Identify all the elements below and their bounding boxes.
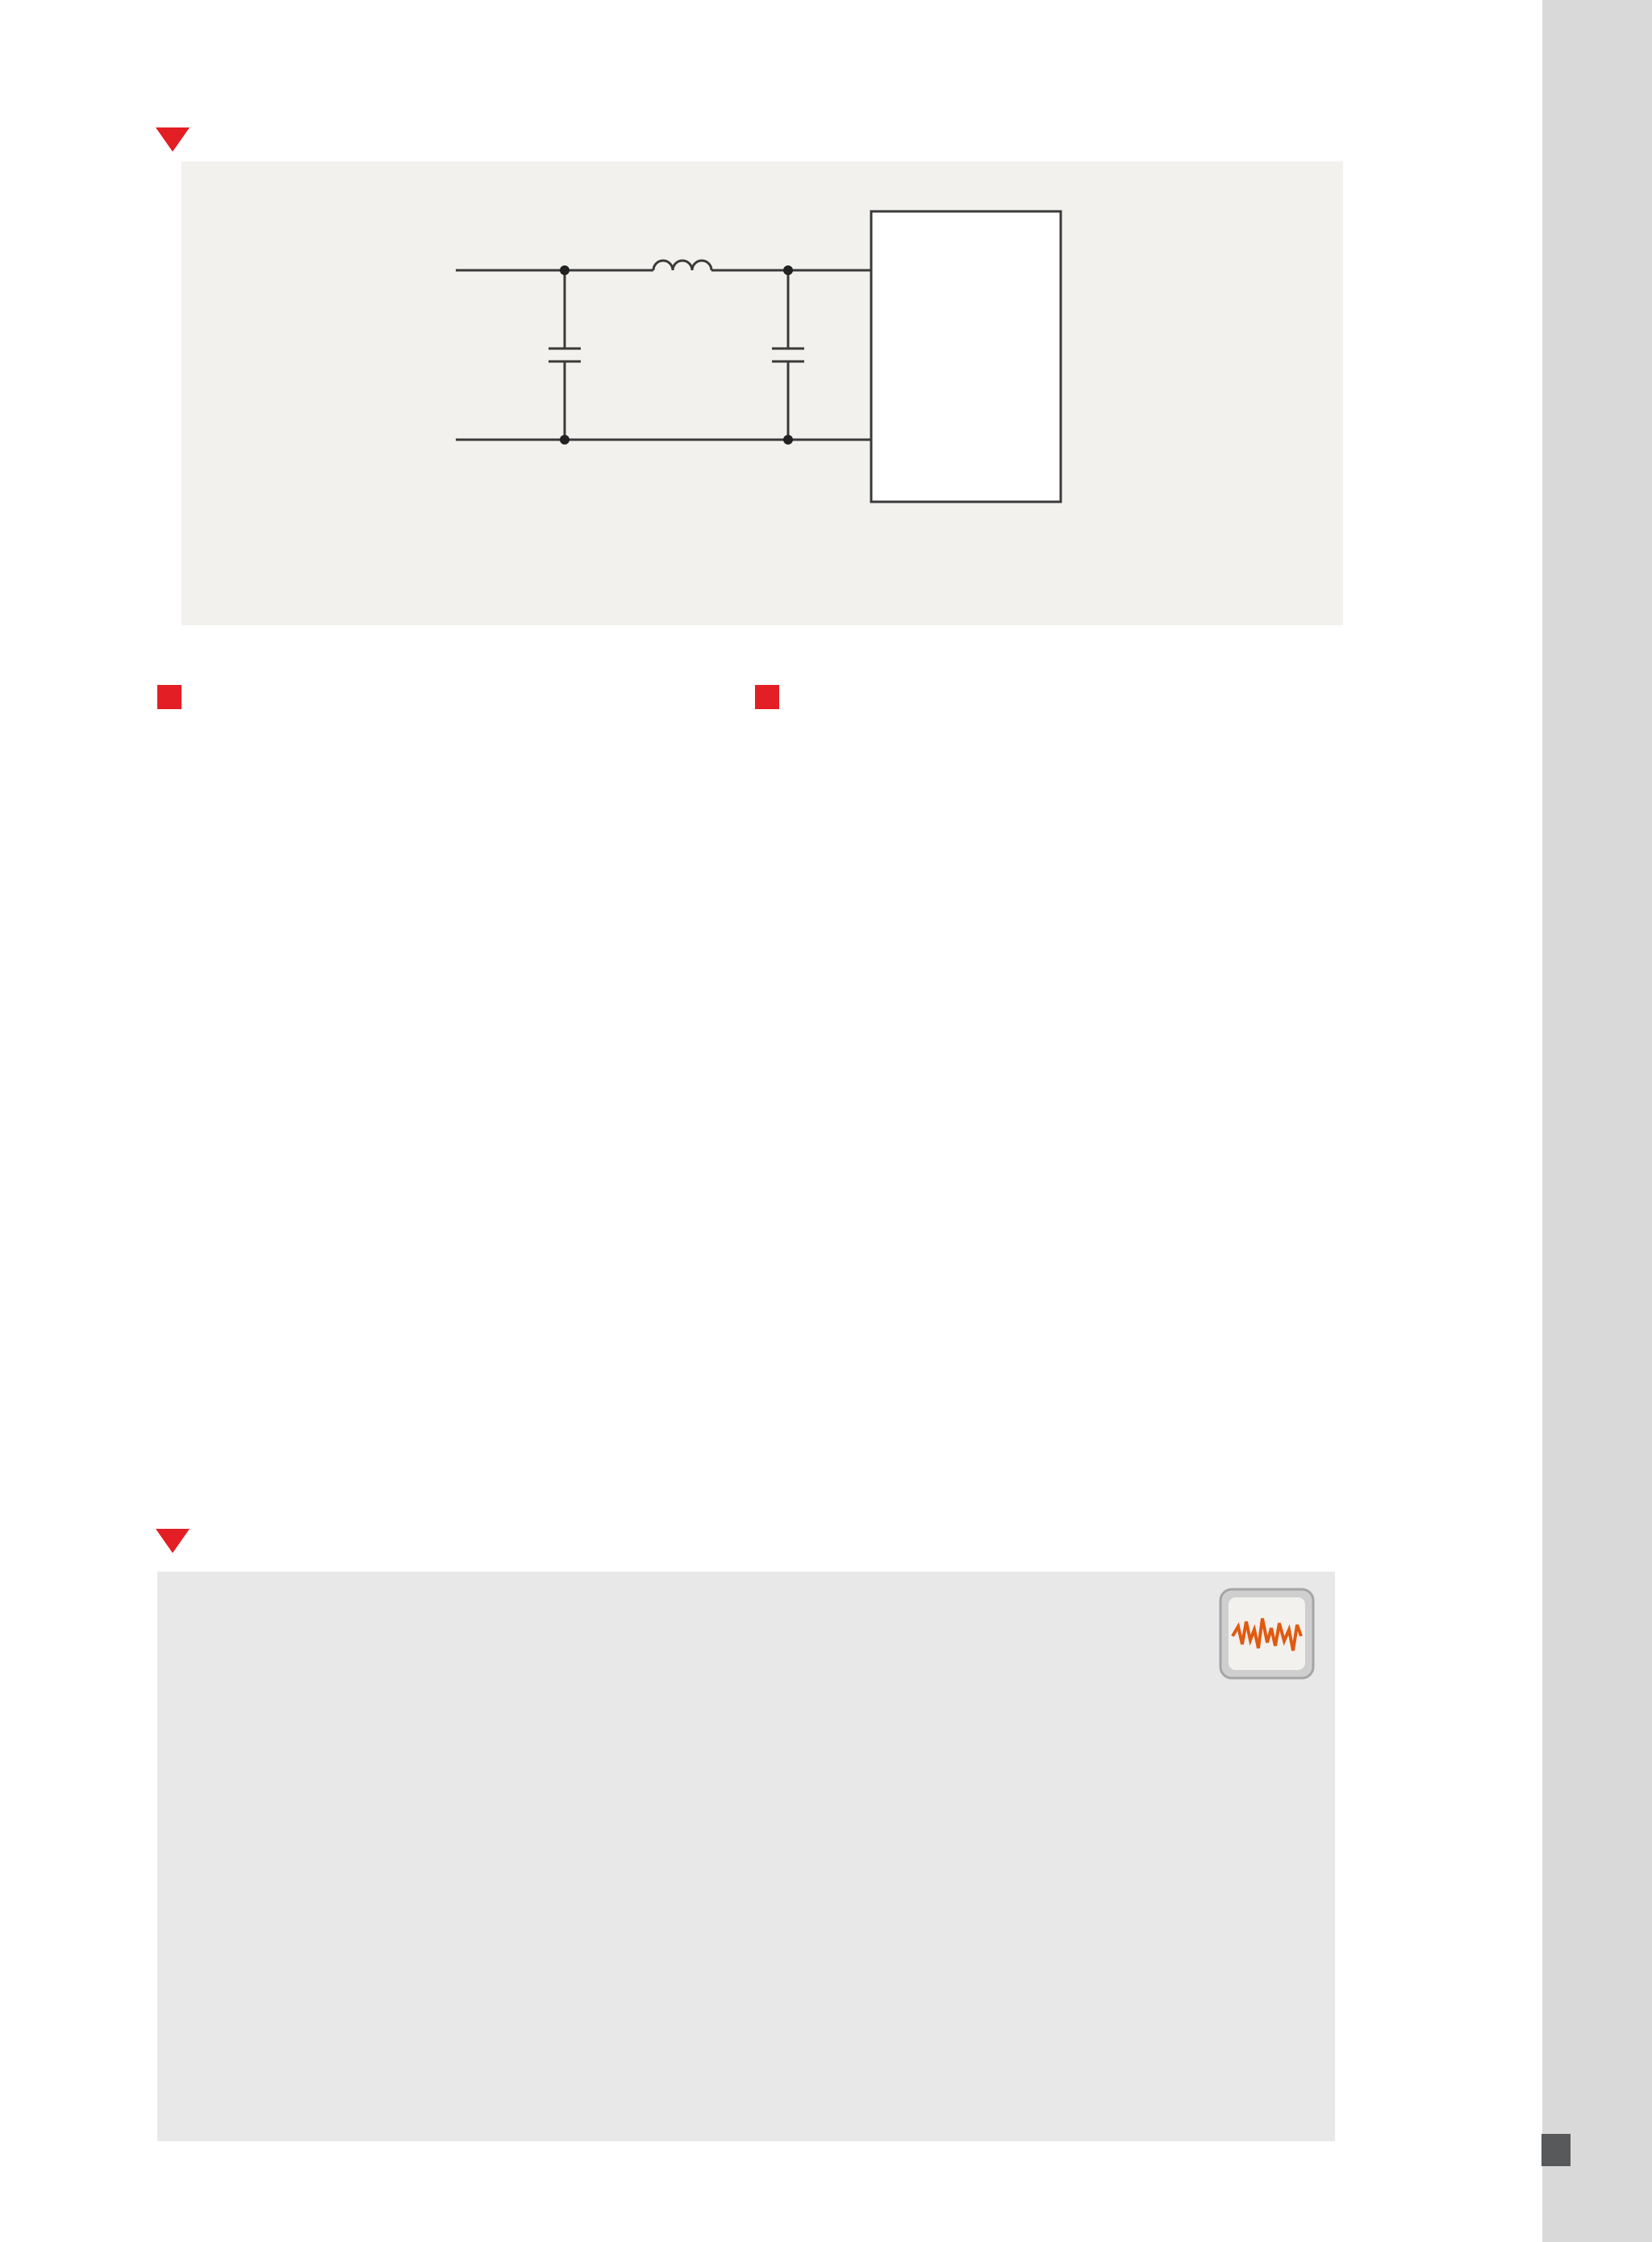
column-right — [755, 650, 1334, 680]
load-box — [871, 211, 1061, 502]
node-dot — [783, 265, 793, 275]
page-number-box — [1541, 2134, 1571, 2166]
node-dot — [783, 435, 793, 445]
waveform-badge — [1220, 1589, 1313, 1678]
attenuation-chart — [157, 1572, 1335, 2141]
figure6-panel — [157, 1572, 1335, 2141]
caption-triangle-icon — [156, 1529, 190, 1553]
side-bar — [1542, 0, 1652, 2242]
inductor-coil — [653, 261, 711, 270]
column-left — [157, 650, 722, 680]
node-dot — [560, 265, 569, 275]
node-dot — [560, 435, 569, 445]
filter-schematic — [181, 161, 1343, 625]
caption-triangle-icon — [156, 127, 190, 152]
figure5-panel — [181, 161, 1343, 625]
